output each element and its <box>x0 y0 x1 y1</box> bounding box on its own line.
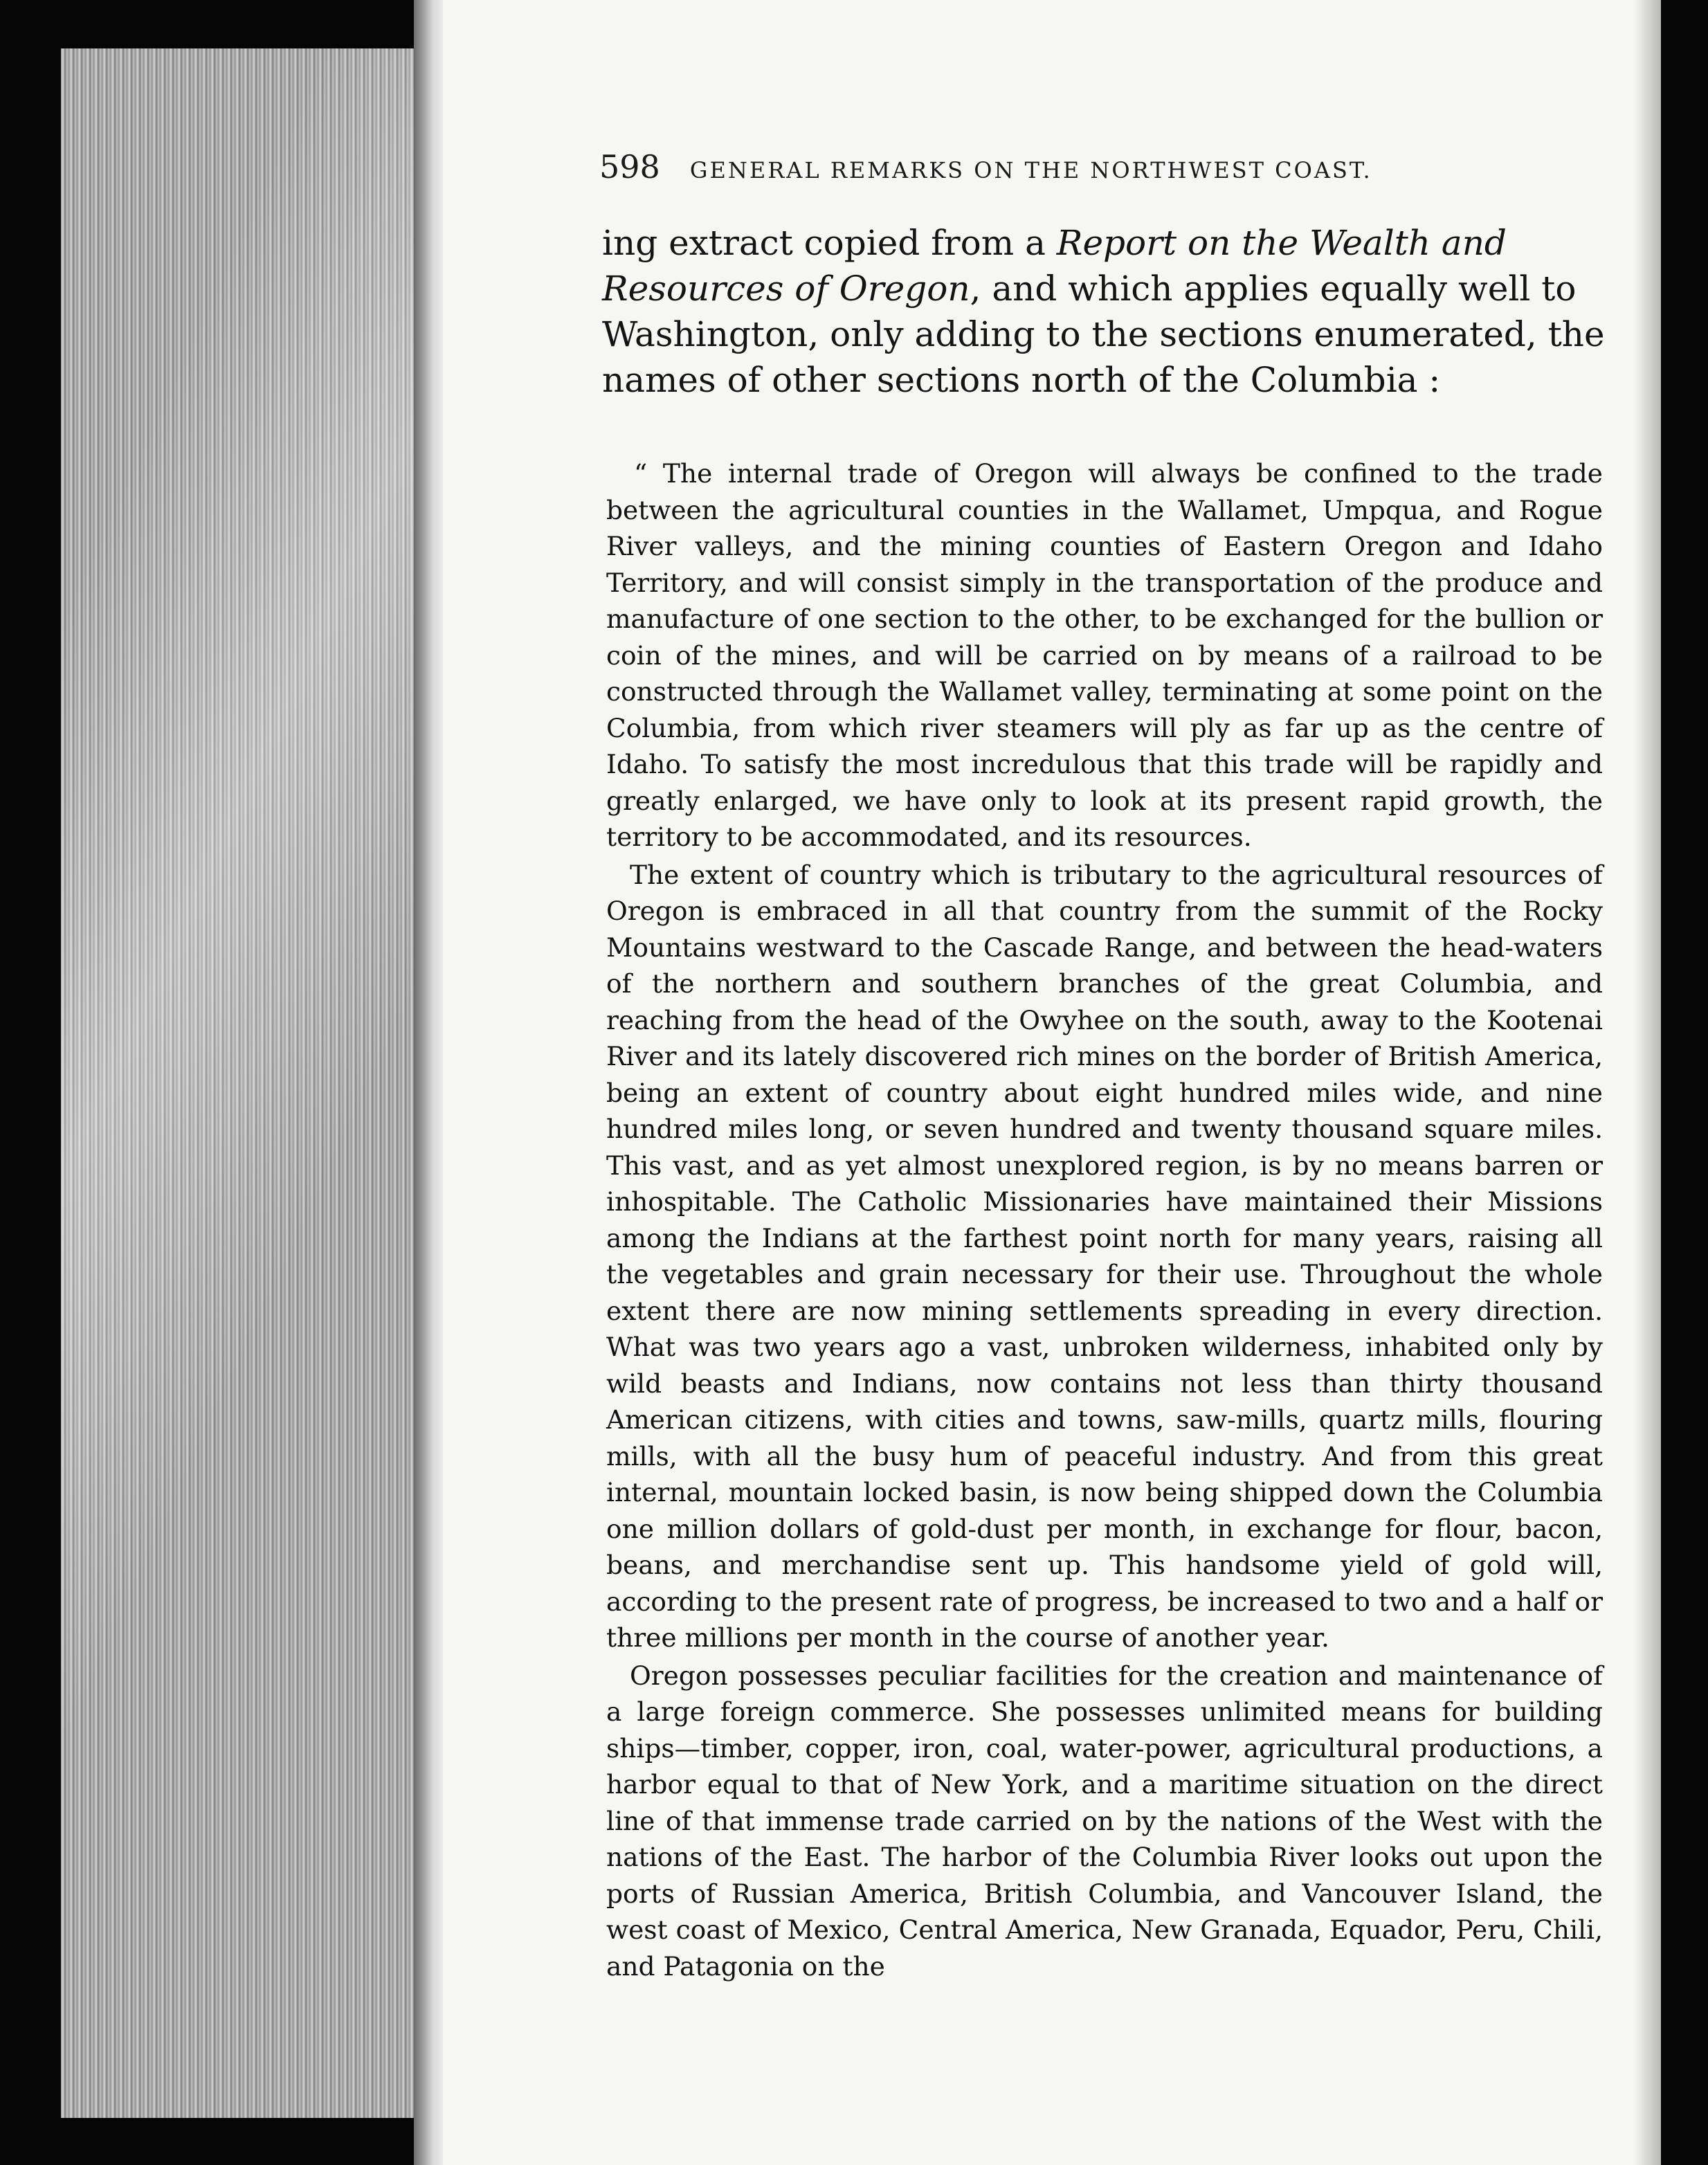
book-gutter <box>414 0 446 2165</box>
lead-paragraph <box>602 220 1606 403</box>
scan-border <box>1661 0 1708 2165</box>
page-number: 598 <box>599 148 660 185</box>
quoted-extract <box>606 455 1603 1986</box>
book-page-edges <box>61 48 421 2118</box>
quote-paragraph-1: “ The internal trade of Oregon will always be confined to the trade between the agricultural counties in the Wallamet, Umpqua, and Rogue River valleys, and the mining counties of Eastern Oregon and Idaho Territory, and will consist simply in the transportation of the produce and manufacture of one section to the other, to be exchanged for the bullion or coin of the mines, and will be carried on by means of a railroad to be constructed through the Wallamet valley, terminating at some point on the Columbia, from which river steamers will ply as far up as the centre of Idaho. To satisfy the most incredulous that this trade will be rapidly and greatly enlarged, we have only to look at its present rapid growth, the territory to be accommodated, and its resources. <box>606 458 1603 852</box>
quote-paragraph-2: The extent of country which is tributary to the agricultural resources of Oregon is embraced in all that country from the summit of the Rocky Mountains westward to the Cascade Range, and between the head-waters of the northern and southern branches of the great Columbia, and reaching from the head of the Owyhee on the south, away to the Kootenai River and its lately discovered rich mines on the border of British America, being an extent of country about eight hundred miles wide, and nine hundred miles long, or seven hundred and twenty thousand square miles. This vast, and as yet almost unexplored region, is by no means barren or inhospitable. The Catholic Missionaries have maintained their Missions among the Indians at the farthest point north for many years, raising all the vegetables and grain necessary for their use. Throughout the whole extent there are now mining settlements spreading in every direction. What was two years ago a vast, unbroken wilderness, inhabited only by wild beasts and Indians, now contains not less than thirty thousand American citizens, with cities and towns, saw-mills, quartz mills, flouring mills, with all the busy hum of peaceful industry. And from this great internal, mountain locked basin, is now being shipped down the Columbia one million dollars of gold-dust per month, in exchange for flour, bacon, beans, and merchandise sent up. This handsome yield of gold will, according to the present rate of progress, be increased to two and a half or three millions per month in the course of another year. <box>606 859 1603 1653</box>
lead-text-before: ing extract copied from a <box>602 223 1057 263</box>
running-head: GENERAL REMARKS ON THE NORTHWEST COAST. <box>689 157 1372 183</box>
page-header <box>599 148 1499 185</box>
lead-text-after: , and which applies equally well to Washington, only adding to the sections enumerated, the names of other sections north of the Columbia : <box>602 269 1605 400</box>
report-title: Report on the Wealth and Resources of Oregon <box>602 223 1507 309</box>
quote-paragraph-3: Oregon possesses peculiar facilities for the creation and maintenance of a large foreign commerce. She possesses unlimited means for building ships—timber, copper, iron, coal, water-power, agricultural productions, a harbor equal to that of New York, and a maritime situation on the direct line of that immense trade carried on by the nations of the West with the nations of the East. The harbor of the Columbia River looks out upon the ports of Russian America, British Columbia, and Vancouver Island, the west coast of Mexico, Central America, New Granada, Equador, Peru, Chili, and Patagonia on the <box>606 1660 1603 1982</box>
